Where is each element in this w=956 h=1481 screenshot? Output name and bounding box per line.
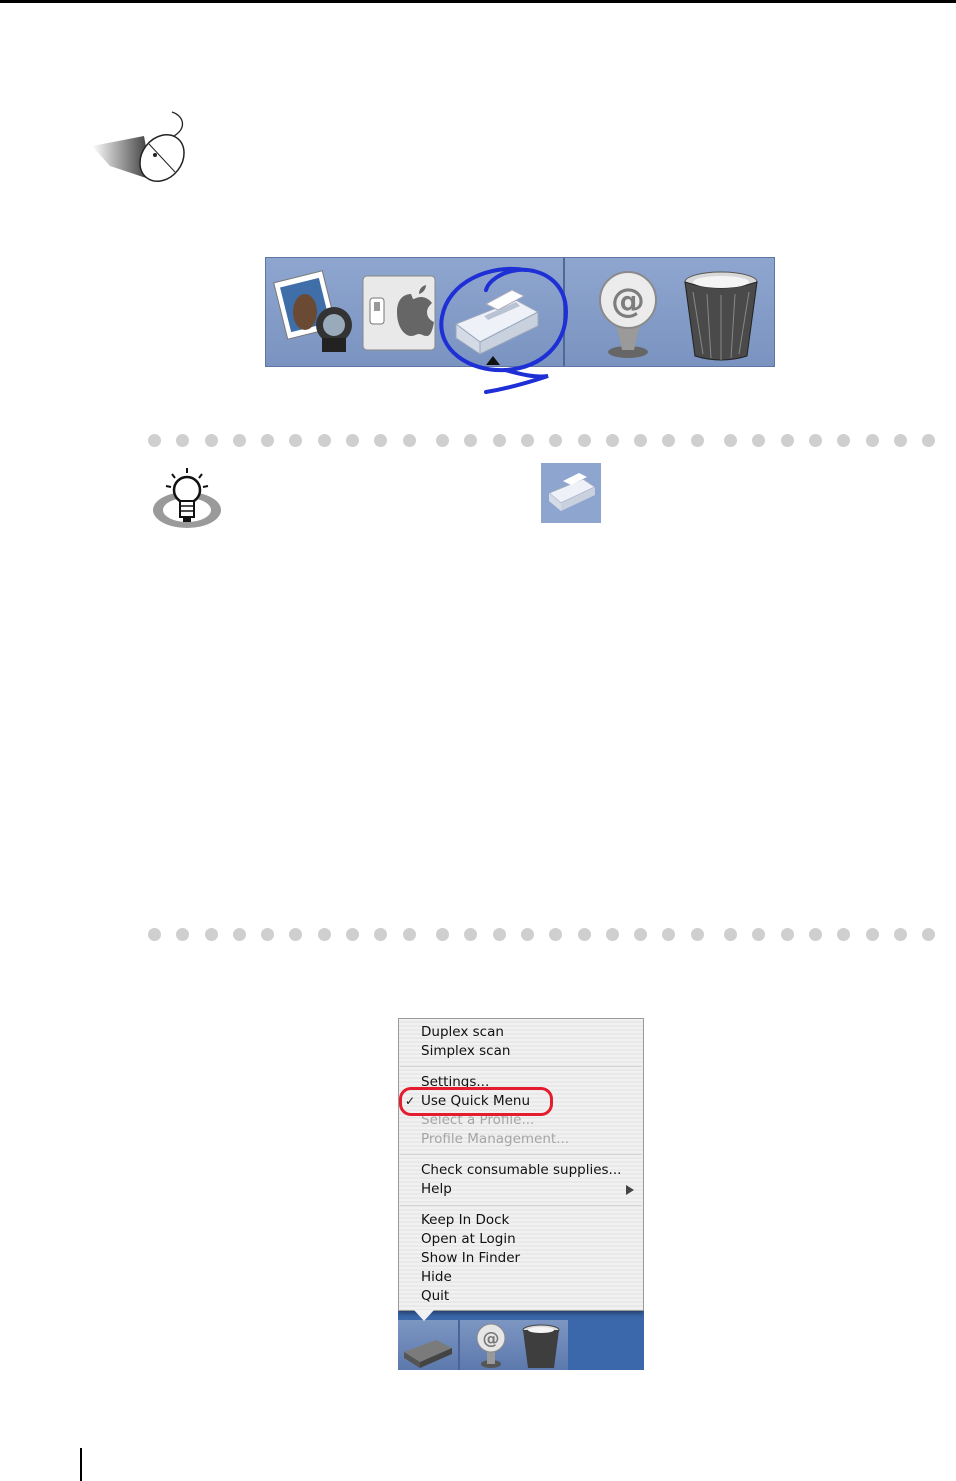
menu-divider [400, 1154, 642, 1155]
menu-item-profile-management: Profile Management... [421, 1131, 570, 1147]
checkmark-icon: ✓ [405, 1094, 416, 1108]
svg-text:@: @ [482, 1329, 500, 1349]
page-margin-bar [80, 1448, 82, 1481]
inline-scanner-icon [541, 463, 601, 523]
trash-icon[interactable] [679, 268, 763, 364]
dotted-separator-top [148, 434, 956, 448]
submenu-arrow-icon [626, 1185, 634, 1195]
mouse-icon [92, 108, 202, 186]
dock-menu-screenshot [398, 1018, 644, 1370]
menu-item-keep-in-dock[interactable]: Keep In Dock [421, 1212, 510, 1228]
menu-item-use-quick-menu[interactable]: Use Quick Menu [421, 1093, 531, 1109]
mini-mail-icon[interactable] [472, 1322, 510, 1370]
menu-item-show-in-finder[interactable]: Show In Finder [421, 1250, 521, 1266]
menu-item-simplex-scan[interactable]: Simplex scan [421, 1043, 511, 1059]
system-preferences-icon[interactable] [361, 272, 437, 354]
lightbulb-hint-icon [150, 464, 224, 532]
menu-item-hide[interactable]: Hide [421, 1269, 452, 1285]
menu-item-help[interactable]: Help [421, 1181, 452, 1197]
menu-item-settings[interactable]: Settings... [421, 1074, 490, 1090]
dock-context-menu [398, 1018, 644, 1311]
menu-pointer [414, 1310, 434, 1321]
mini-dock-separator [458, 1320, 460, 1370]
dotted-separator-bottom [148, 928, 956, 942]
iphoto-icon[interactable] [272, 270, 358, 356]
menu-item-quit[interactable]: Quit [421, 1288, 450, 1304]
menu-item-select-profile: Select a Profile... [421, 1112, 535, 1128]
menu-item-check-consumable-supplies[interactable]: Check consumable supplies... [421, 1162, 622, 1178]
menu-item-duplex-scan[interactable]: Duplex scan [421, 1024, 504, 1040]
highlight-ring [399, 1087, 553, 1116]
menu-item-open-at-login[interactable]: Open at Login [421, 1231, 516, 1247]
annotation-circle [430, 262, 580, 398]
menu-divider [400, 1205, 642, 1206]
mini-trash-icon[interactable] [520, 1322, 562, 1370]
mini-scanner-icon[interactable] [400, 1334, 456, 1370]
menu-divider [400, 1066, 642, 1067]
top-rule [0, 0, 956, 3]
mail-icon[interactable] [588, 268, 668, 362]
svg-text:@: @ [611, 281, 645, 321]
